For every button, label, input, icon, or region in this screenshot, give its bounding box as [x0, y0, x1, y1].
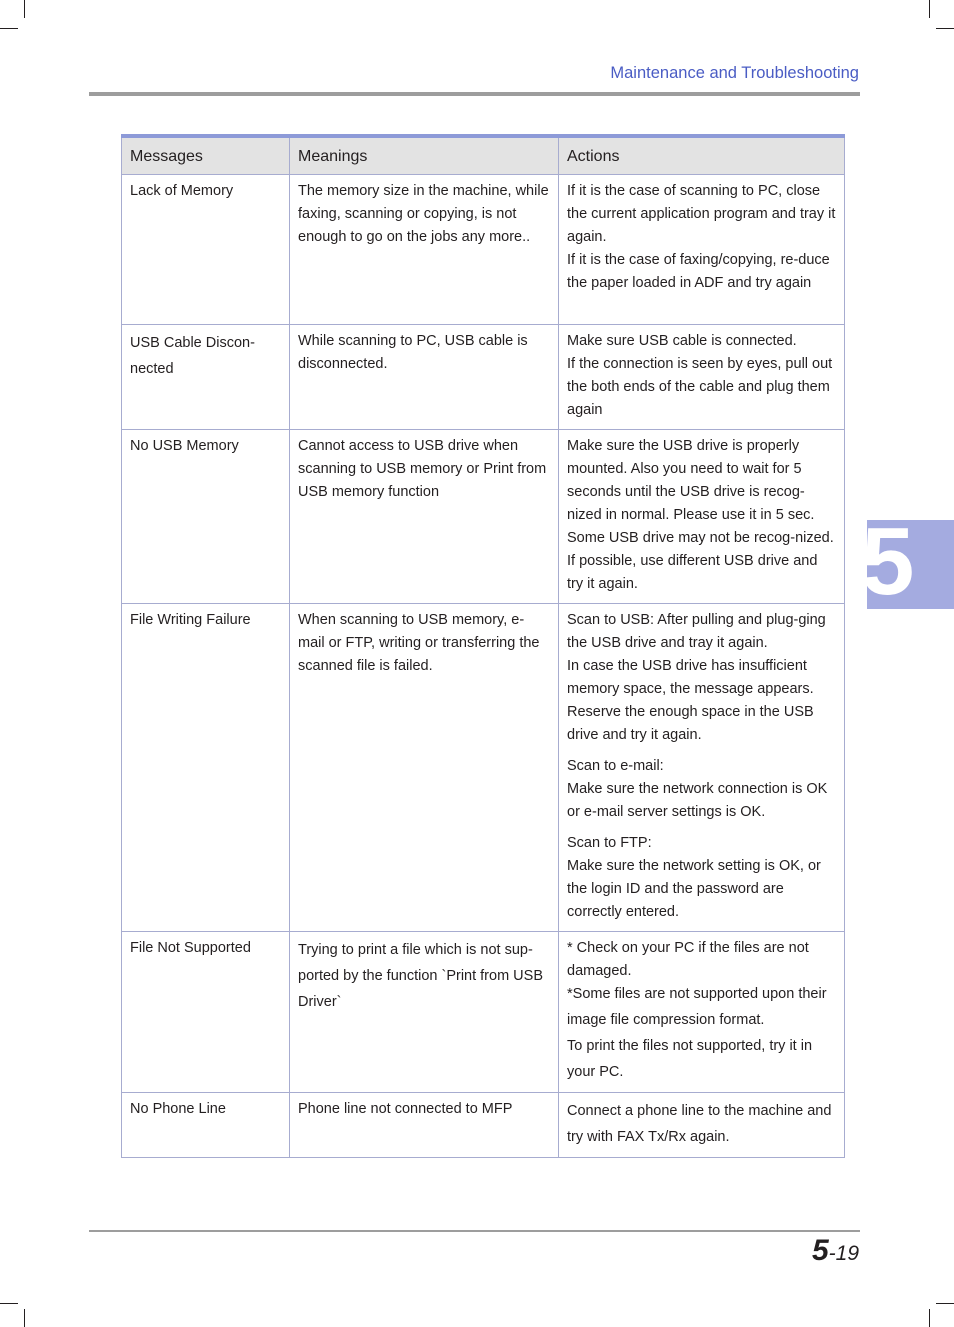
message-text: Lack of Memory: [130, 183, 234, 199]
page-number-chapter: 5: [811, 1234, 829, 1267]
message-text: USB Cable Discon-nected: [130, 335, 255, 377]
action-cell: [559, 1093, 845, 1158]
action-text: Connect a phone line to the machine and try with FAX Tx/Rx again.: [567, 1103, 832, 1145]
action-paragraph: [567, 832, 836, 924]
footer-divider: [89, 1230, 860, 1232]
crop-mark: [936, 1303, 954, 1304]
table-row: [122, 325, 845, 430]
action-text: * Check on your PC if the files are not damaged.: [567, 940, 809, 979]
meaning-text: The memory size in the machine, while faxing, scanning or copying, is not enough to go on the jobs any more..: [298, 183, 549, 245]
page-number: [812, 1234, 859, 1268]
action-text: Make sure the network connection is OK or e-mail server settings is OK.: [567, 781, 828, 820]
meaning-text: Trying to print a file which is not sup-ported by the function `Print from USB Driver`: [298, 942, 543, 1010]
message-cell: [122, 1093, 290, 1158]
action-cell: [559, 325, 845, 430]
crop-mark: [929, 0, 930, 18]
header-divider: [89, 92, 860, 96]
message-cell: [122, 932, 290, 1093]
column-header-actions: Actions: [559, 136, 845, 175]
crop-mark: [0, 1303, 18, 1304]
chapter-tab: [861, 508, 954, 615]
action-text: Make sure USB cable is connected.: [567, 333, 797, 349]
action-text: If it is the case of faxing/copying, re-duce the paper loaded in ADF and try again: [567, 252, 830, 291]
meaning-text: Phone line not connected to MFP: [298, 1101, 513, 1117]
crop-mark: [936, 28, 954, 29]
action-text: *Some files are not supported upon their image file compression format.: [567, 986, 827, 1028]
message-cell: [122, 430, 290, 604]
action-paragraph: [567, 609, 836, 747]
meaning-cell: [290, 325, 559, 430]
message-cell: [122, 604, 290, 932]
action-cell: [559, 932, 845, 1093]
messages-table: [121, 134, 845, 1158]
action-text: Scan to FTP:: [567, 835, 652, 851]
table-row: [122, 932, 845, 1093]
action-text: Some USB drive may not be recog-nized. If possible, use different USB drive and try it again.: [567, 530, 834, 592]
crop-mark: [0, 28, 18, 29]
meaning-text: Cannot access to USB drive when scanning to USB memory or Print from USB memory function: [298, 438, 547, 500]
table-row: [122, 1093, 845, 1158]
table-row: [122, 175, 845, 325]
action-cell: [559, 604, 845, 932]
meaning-text: When scanning to USB memory, e-mail or FTP, writing or transferring the scanned file is failed.: [298, 612, 540, 674]
table-row: [122, 430, 845, 604]
column-header-messages: Messages: [122, 136, 290, 175]
action-paragraph: [567, 755, 836, 824]
meaning-cell: [290, 932, 559, 1093]
chapter-tab-number: 5: [861, 508, 915, 615]
meaning-cell: [290, 1093, 559, 1158]
message-text: No USB Memory: [130, 438, 239, 454]
action-text: If the connection is seen by eyes, pull out the both ends of the cable and plug them again: [567, 356, 833, 418]
action-cell: [559, 430, 845, 604]
page-header-title: Maintenance and Troubleshooting: [610, 64, 859, 82]
action-text: To print the files not supported, try it in your PC.: [567, 1038, 813, 1080]
message-cell: [122, 325, 290, 430]
message-text: File Not Supported: [130, 940, 251, 956]
action-cell: [559, 175, 845, 325]
column-header-meanings: Meanings: [290, 136, 559, 175]
crop-mark: [24, 1309, 25, 1327]
page-number-page: 19: [835, 1242, 859, 1265]
meaning-text: While scanning to PC, USB cable is disconnected.: [298, 333, 528, 372]
action-text: Make sure the USB drive is properly mounted. Also you need to wait for 5 seconds until the USB drive is recog-nized in normal. Please use it in 5 sec.: [567, 438, 815, 523]
message-cell: [122, 175, 290, 325]
action-text: Scan to e-mail:: [567, 758, 664, 774]
meaning-cell: [290, 175, 559, 325]
action-text: If it is the case of scanning to PC, close the current application program and tray it again.: [567, 183, 836, 245]
crop-mark: [929, 1309, 930, 1327]
meaning-cell: [290, 430, 559, 604]
crop-mark: [24, 0, 25, 18]
messages-table-container: [121, 134, 844, 1158]
table-row: [122, 604, 845, 932]
message-text: File Writing Failure: [130, 612, 251, 628]
action-text: Scan to USB: After pulling and plug-ging the USB drive and tray it again.: [567, 612, 826, 651]
meaning-cell: [290, 604, 559, 932]
message-text: No Phone Line: [130, 1101, 226, 1117]
action-text: In case the USB drive has insufficient memory space, the message appears. Reserve the enough space in the USB drive and try it again.: [567, 658, 814, 743]
page-number-separator: -: [828, 1242, 836, 1265]
table-header-row: [122, 136, 845, 175]
action-text: Make sure the network setting is OK, or the login ID and the password are correctly entered.: [567, 858, 821, 920]
